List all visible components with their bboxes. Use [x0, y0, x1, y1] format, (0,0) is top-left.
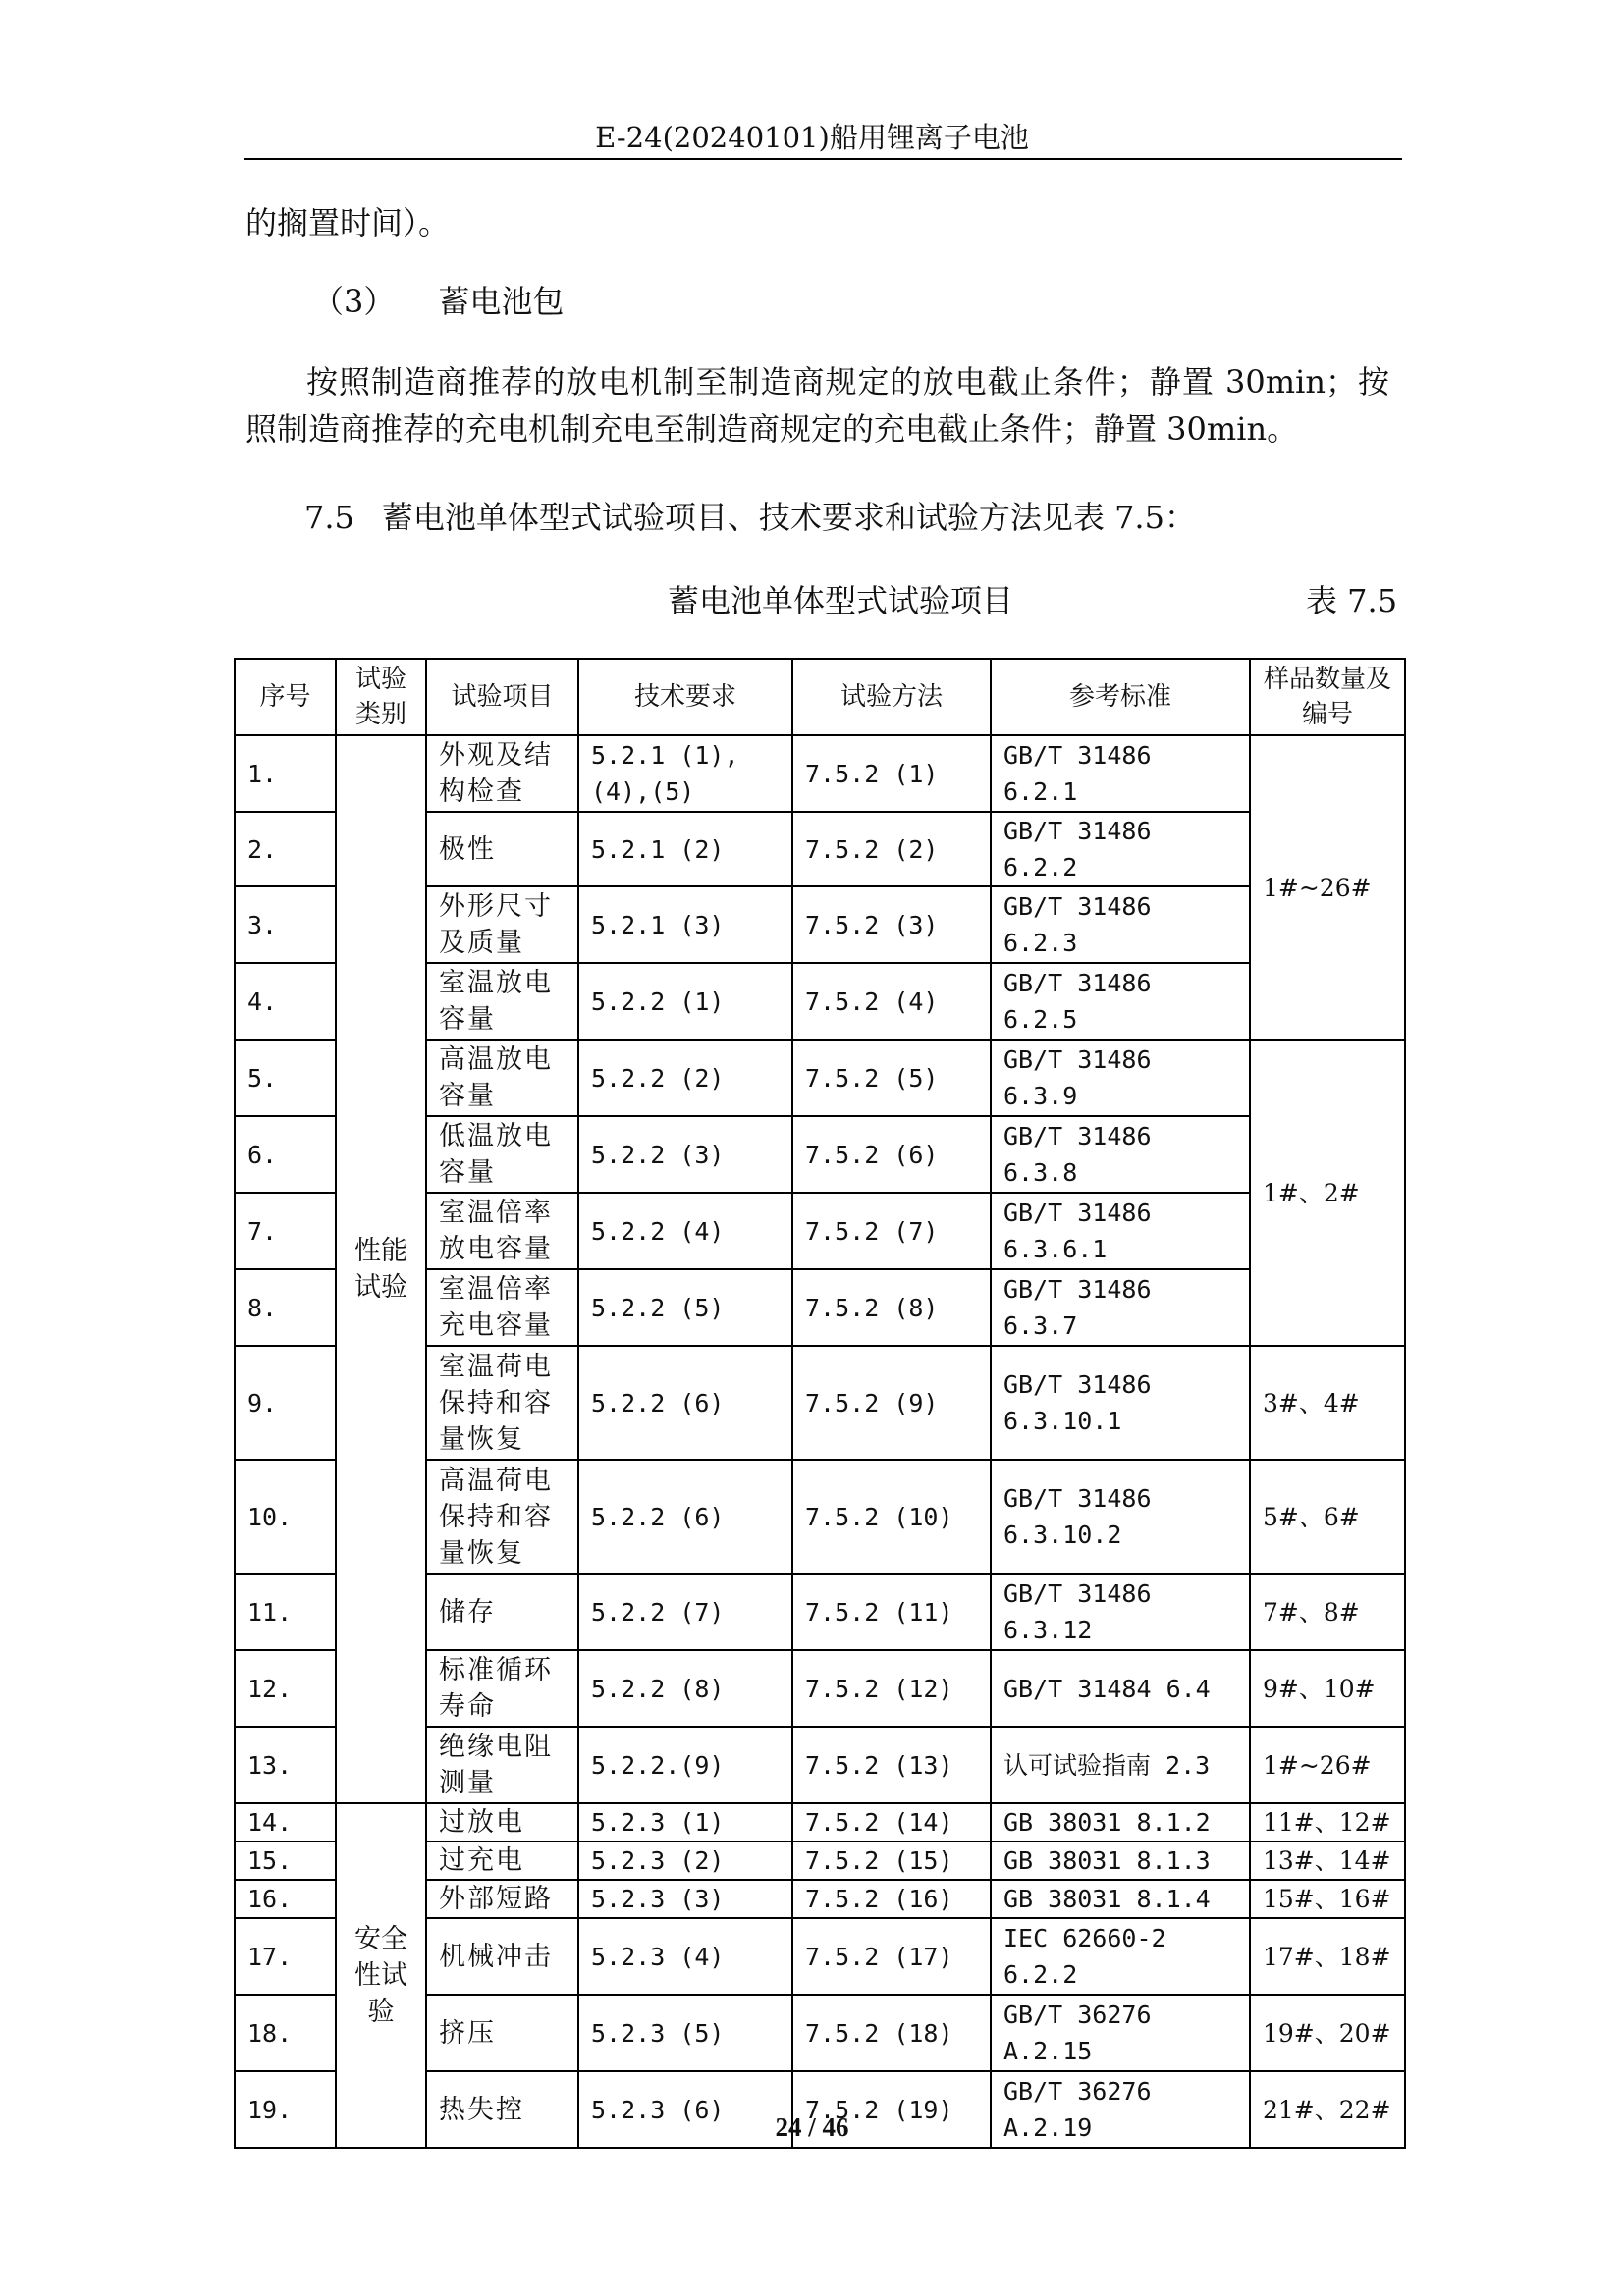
requirement: 5.2.2.(9)	[578, 1727, 792, 1803]
standard: GB/T 36276 A.2.15	[991, 1995, 1250, 2071]
row-number: 2.	[235, 812, 336, 886]
row-number: 16.	[235, 1880, 336, 1918]
method: 7.5.2 (17)	[792, 1918, 991, 1995]
method: 7.5.2 (6)	[792, 1116, 991, 1193]
method: 7.5.2 (8)	[792, 1269, 991, 1346]
test-item: 室温倍率充电容量	[426, 1269, 578, 1346]
table-caption: 蓄电池单体型式试验项目	[668, 582, 1014, 619]
method: 7.5.2 (16)	[792, 1880, 991, 1918]
requirement: 5.2.2 (1)	[578, 963, 792, 1040]
standard: GB 38031 8.1.4	[991, 1880, 1250, 1918]
requirement: 5.2.2 (6)	[578, 1460, 792, 1574]
standard: GB/T 31486 6.3.7	[991, 1269, 1250, 1346]
standard: GB/T 36276 A.2.19	[991, 2071, 1250, 2148]
requirement: 5.2.1 (3)	[578, 886, 792, 963]
method: 7.5.2 (9)	[792, 1346, 991, 1460]
test-item: 挤压	[426, 1995, 578, 2071]
col-header-standard: 参考标准	[991, 659, 1250, 735]
requirement: 5.2.2 (2)	[578, 1040, 792, 1116]
requirement: 5.2.2 (3)	[578, 1116, 792, 1193]
samples-rows-5-8: 1#、2#	[1250, 1040, 1405, 1346]
subheading-text: 蓄电池包	[438, 283, 565, 320]
samples: 19#、20#	[1250, 1995, 1405, 2071]
col-header-samples: 样品数量及编号	[1250, 659, 1405, 735]
standard: GB 38031 8.1.3	[991, 1842, 1250, 1880]
standard: GB/T 31486 6.3.12	[991, 1574, 1250, 1650]
test-item: 过充电	[426, 1842, 578, 1880]
requirement: 5.2.3 (6)	[578, 2071, 792, 2148]
standard: GB/T 31486 6.2.5	[991, 963, 1250, 1040]
method: 7.5.2 (11)	[792, 1574, 991, 1650]
row-number: 19.	[235, 2071, 336, 2148]
samples: 21#、22#	[1250, 2071, 1405, 2148]
row-number: 9.	[235, 1346, 336, 1460]
requirement: 5.2.3 (4)	[578, 1918, 792, 1995]
requirement: 5.2.2 (8)	[578, 1650, 792, 1727]
table-number: 表 7.5	[1306, 582, 1398, 619]
test-item: 高温荷电保持和容量恢复	[426, 1460, 578, 1574]
test-item: 高温放电容量	[426, 1040, 578, 1116]
test-item: 热失控	[426, 2071, 578, 2148]
header-rule	[244, 158, 1402, 160]
requirement: 5.2.3 (2)	[578, 1842, 792, 1880]
requirement: 5.2.2 (7)	[578, 1574, 792, 1650]
test-item: 外形尺寸及质量	[426, 886, 578, 963]
samples: 17#、18#	[1250, 1918, 1405, 1995]
samples: 11#、12#	[1250, 1803, 1405, 1842]
requirement: 5.2.2 (4)	[578, 1193, 792, 1269]
row-number: 8.	[235, 1269, 336, 1346]
method: 7.5.2 (19)	[792, 2071, 991, 2148]
table-row	[235, 735, 1405, 812]
clause-number: 7.5	[304, 499, 354, 536]
table-row	[235, 1803, 1405, 1842]
test-item: 绝缘电阻测量	[426, 1727, 578, 1803]
standard: GB 38031 8.1.2	[991, 1803, 1250, 1842]
test-item: 低温放电容量	[426, 1116, 578, 1193]
clause-paragraph	[304, 494, 1196, 541]
standard: GB/T 31486 6.3.10.2	[991, 1460, 1250, 1574]
col-header-item: 试验项目	[426, 659, 578, 735]
requirement: 5.2.1 (2)	[578, 812, 792, 886]
category-performance: 性能试验	[336, 735, 426, 1803]
method: 7.5.2 (18)	[792, 1995, 991, 2071]
standard: GB/T 31484 6.4	[991, 1650, 1250, 1727]
test-item: 储存	[426, 1574, 578, 1650]
body-paragraph: 按照制造商推荐的放电机制至制造商规定的放电截止条件；静置 30min；按照制造商推荐的充电机制充电至制造商规定的充电截止条件；静置 30min。	[245, 363, 1389, 448]
standard: GB/T 31486 6.2.3	[991, 886, 1250, 963]
row-number: 18.	[235, 1995, 336, 2071]
subheading-number: （3）	[312, 283, 396, 320]
row-number: 3.	[235, 886, 336, 963]
method: 7.5.2 (1)	[792, 735, 991, 812]
test-item: 机械冲击	[426, 1918, 578, 1995]
standard: GB/T 31486 6.2.2	[991, 812, 1250, 886]
row-number: 12.	[235, 1650, 336, 1727]
col-header-no: 序号	[235, 659, 336, 735]
row-number: 6.	[235, 1116, 336, 1193]
page-header-title: E-24(20240101)船用锂离子电池	[595, 121, 1029, 154]
row-number: 17.	[235, 1918, 336, 1995]
test-items-table	[234, 658, 1406, 2149]
method: 7.5.2 (5)	[792, 1040, 991, 1116]
test-item: 外观及结构检查	[426, 735, 578, 812]
requirement: 5.2.3 (1)	[578, 1803, 792, 1842]
samples: 9#、10#	[1250, 1650, 1405, 1727]
test-item: 室温倍率放电容量	[426, 1193, 578, 1269]
requirement: 5.2.3 (5)	[578, 1995, 792, 2071]
page-number: 24 / 46	[775, 2112, 849, 2142]
method: 7.5.2 (7)	[792, 1193, 991, 1269]
row-number: 11.	[235, 1574, 336, 1650]
samples-rows-1-4: 1#~26#	[1250, 735, 1405, 1040]
method: 7.5.2 (12)	[792, 1650, 991, 1727]
standard: IEC 62660-2 6.2.2	[991, 1918, 1250, 1995]
row-number: 10.	[235, 1460, 336, 1574]
samples: 3#、4#	[1250, 1346, 1405, 1460]
row-number: 4.	[235, 963, 336, 1040]
standard: GB/T 31486 6.2.1	[991, 735, 1250, 812]
col-header-requirement: 技术要求	[578, 659, 792, 735]
requirement: 5.2.2 (6)	[578, 1346, 792, 1460]
method: 7.5.2 (14)	[792, 1803, 991, 1842]
test-item: 室温荷电保持和容量恢复	[426, 1346, 578, 1460]
col-header-method: 试验方法	[792, 659, 991, 735]
method: 7.5.2 (13)	[792, 1727, 991, 1803]
test-item: 外部短路	[426, 1880, 578, 1918]
requirement: 5.2.2 (5)	[578, 1269, 792, 1346]
method: 7.5.2 (3)	[792, 886, 991, 963]
table-header-row	[235, 659, 1405, 735]
method: 7.5.2 (2)	[792, 812, 991, 886]
requirement: 5.2.1 (1),(4),(5)	[578, 735, 792, 812]
row-number: 13.	[235, 1727, 336, 1803]
samples: 7#、8#	[1250, 1574, 1405, 1650]
clause-text: 蓄电池单体型式试验项目、技术要求和试验方法见表 7.5：	[381, 499, 1196, 536]
samples: 1#~26#	[1250, 1727, 1405, 1803]
standard: GB/T 31486 6.3.8	[991, 1116, 1250, 1193]
samples: 15#、16#	[1250, 1880, 1405, 1918]
row-number: 14.	[235, 1803, 336, 1842]
row-number: 5.	[235, 1040, 336, 1116]
col-header-category: 试验类别	[336, 659, 426, 735]
test-item: 极性	[426, 812, 578, 886]
test-item: 标准循环寿命	[426, 1650, 578, 1727]
samples: 13#、14#	[1250, 1842, 1405, 1880]
standard: GB/T 31486 6.3.9	[991, 1040, 1250, 1116]
row-number: 1.	[235, 735, 336, 812]
test-item: 室温放电容量	[426, 963, 578, 1040]
test-item: 过放电	[426, 1803, 578, 1842]
method: 7.5.2 (4)	[792, 963, 991, 1040]
row-number: 7.	[235, 1193, 336, 1269]
method: 7.5.2 (15)	[792, 1842, 991, 1880]
subheading	[312, 278, 564, 325]
requirement: 5.2.3 (3)	[578, 1880, 792, 1918]
method: 7.5.2 (10)	[792, 1460, 991, 1574]
samples: 5#、6#	[1250, 1460, 1405, 1574]
standard: GB/T 31486 6.3.6.1	[991, 1193, 1250, 1269]
category-safety: 安全性试验	[336, 1803, 426, 2148]
continuation-text: 的搁置时间）。	[245, 204, 451, 241]
standard: 认可试验指南 2.3	[991, 1727, 1250, 1803]
standard: GB/T 31486 6.3.10.1	[991, 1346, 1250, 1460]
row-number: 15.	[235, 1842, 336, 1880]
